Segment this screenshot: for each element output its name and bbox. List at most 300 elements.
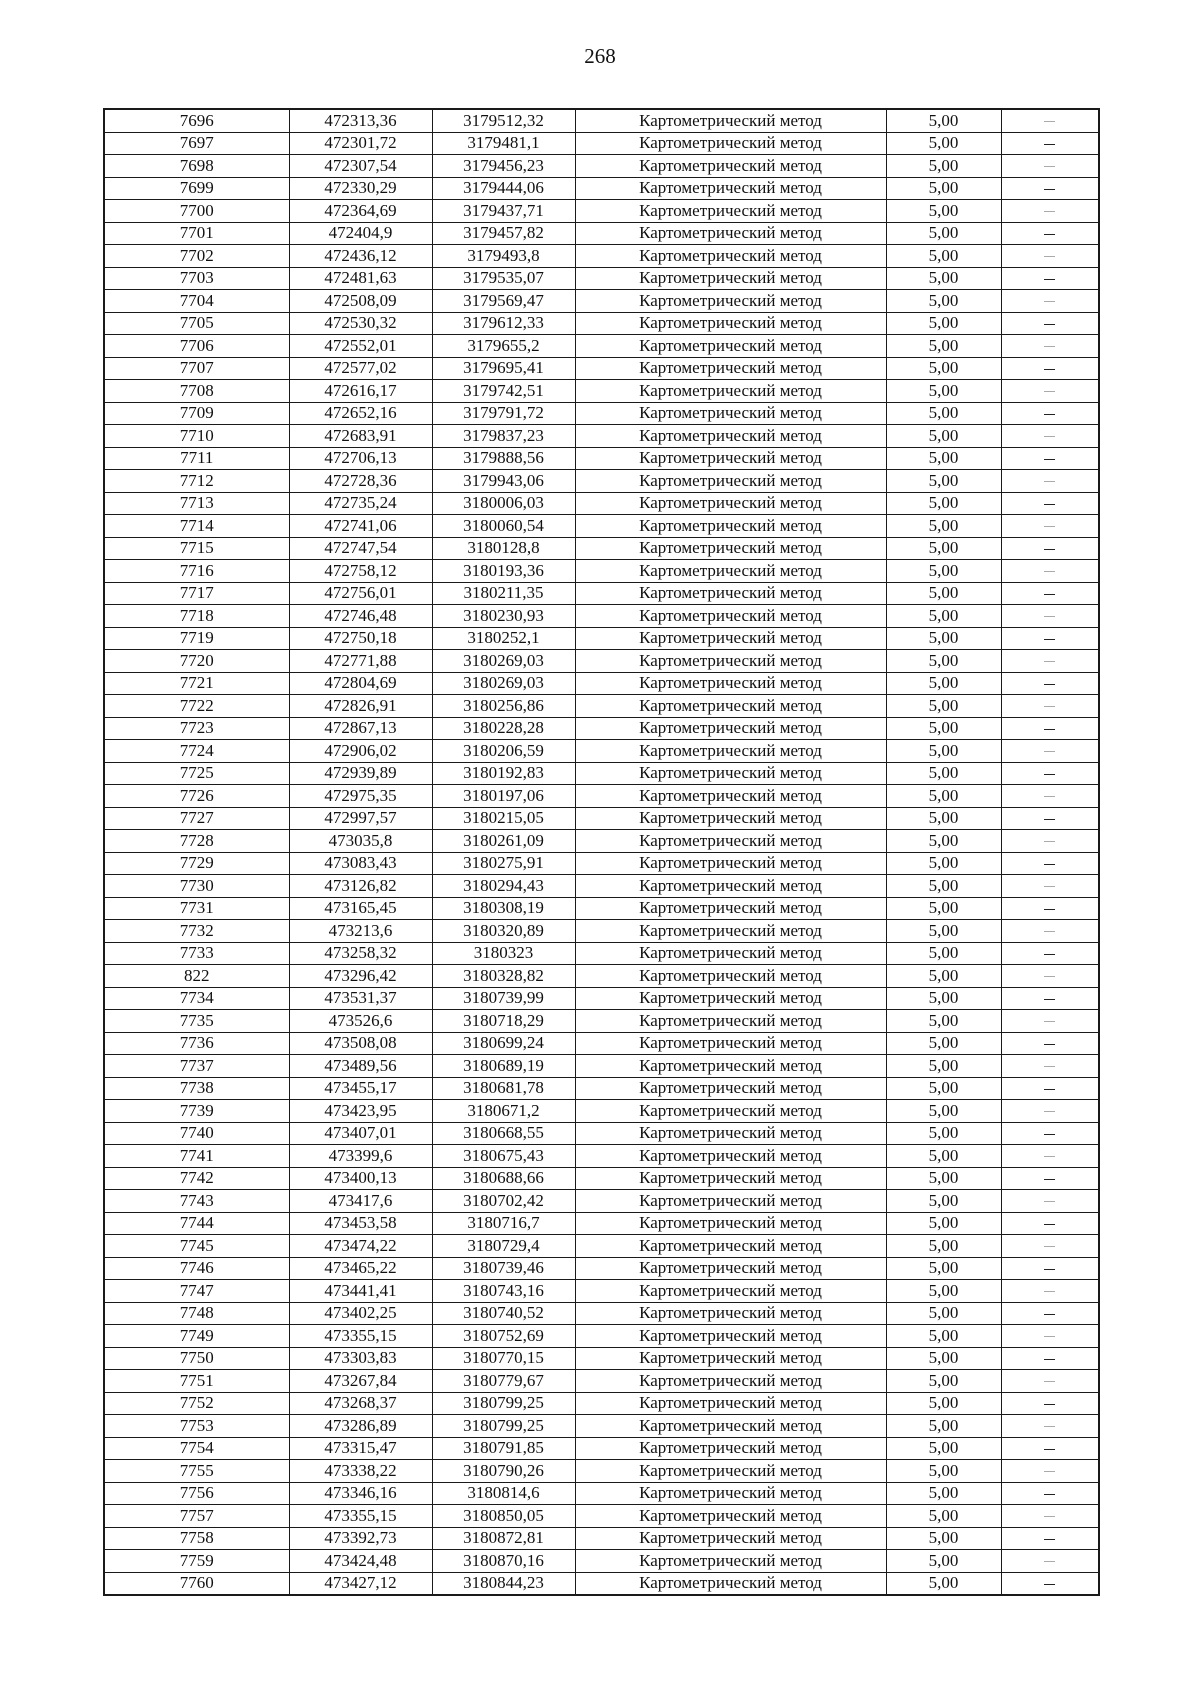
dash-mark [1044, 346, 1055, 347]
y-coordinate-cell: 3180770,15 [432, 1347, 575, 1370]
method-cell: Картометрический метод [575, 897, 886, 920]
table-row [104, 942, 1099, 965]
table-row [104, 1505, 1099, 1528]
description-cell [1001, 200, 1099, 223]
accuracy-cell: 5,00 [886, 222, 1001, 245]
description-cell [1001, 605, 1099, 628]
table-row [104, 245, 1099, 268]
method-cell: Картометрический метод [575, 402, 886, 425]
y-coordinate-cell: 3179655,2 [432, 335, 575, 358]
dash-mark [1044, 504, 1055, 506]
table-row [104, 740, 1099, 763]
x-coordinate-cell: 472735,24 [289, 492, 432, 515]
x-coordinate-cell: 473296,42 [289, 965, 432, 988]
accuracy-cell: 5,00 [886, 717, 1001, 740]
accuracy-cell: 5,00 [886, 335, 1001, 358]
description-cell [1001, 1055, 1099, 1078]
dash-mark [1044, 1561, 1055, 1562]
page-number: 268 [584, 44, 616, 68]
dash-mark [1044, 1246, 1055, 1247]
description-cell [1001, 1077, 1099, 1100]
x-coordinate-cell: 473303,83 [289, 1347, 432, 1370]
dash-mark [1044, 1584, 1055, 1586]
description-cell [1001, 290, 1099, 313]
table-row [104, 155, 1099, 178]
point-number-cell: 7716 [104, 560, 289, 583]
method-cell: Картометрический метод [575, 942, 886, 965]
table-row [104, 447, 1099, 470]
y-coordinate-cell: 3180729,4 [432, 1235, 575, 1258]
method-cell: Картометрический метод [575, 560, 886, 583]
point-number-cell: 7705 [104, 312, 289, 335]
dash-mark [1044, 931, 1055, 932]
accuracy-cell: 5,00 [886, 875, 1001, 898]
x-coordinate-cell: 473126,82 [289, 875, 432, 898]
accuracy-cell: 5,00 [886, 200, 1001, 223]
description-cell [1001, 627, 1099, 650]
x-coordinate-cell: 472750,18 [289, 627, 432, 650]
dash-mark [1044, 301, 1055, 302]
x-coordinate-cell: 473508,08 [289, 1032, 432, 1055]
table-row [104, 470, 1099, 493]
table-row [104, 1010, 1099, 1033]
description-cell [1001, 830, 1099, 853]
point-number-cell: 7753 [104, 1415, 289, 1438]
x-coordinate-cell: 472577,02 [289, 357, 432, 380]
method-cell: Картометрический метод [575, 920, 886, 943]
method-cell: Картометрический метод [575, 245, 886, 268]
x-coordinate-cell: 473417,6 [289, 1190, 432, 1213]
method-cell: Картометрический метод [575, 222, 886, 245]
x-coordinate-cell: 472997,57 [289, 807, 432, 830]
description-cell [1001, 1167, 1099, 1190]
y-coordinate-cell: 3180230,93 [432, 605, 575, 628]
table-row [104, 1415, 1099, 1438]
method-cell: Картометрический метод [575, 785, 886, 808]
method-cell: Картометрический метод [575, 1257, 886, 1280]
description-cell [1001, 1482, 1099, 1505]
y-coordinate-cell: 3180060,54 [432, 515, 575, 538]
description-cell [1001, 1392, 1099, 1415]
description-cell [1001, 875, 1099, 898]
dash-mark [1044, 774, 1055, 776]
description-cell [1001, 132, 1099, 155]
description-cell [1001, 717, 1099, 740]
point-number-cell: 822 [104, 965, 289, 988]
dash-mark [1044, 144, 1055, 146]
method-cell: Картометрический метод [575, 1302, 886, 1325]
description-cell [1001, 1100, 1099, 1123]
y-coordinate-cell: 3180294,43 [432, 875, 575, 898]
accuracy-cell: 5,00 [886, 380, 1001, 403]
dash-mark [1044, 864, 1055, 866]
x-coordinate-cell: 473338,22 [289, 1460, 432, 1483]
x-coordinate-cell: 473489,56 [289, 1055, 432, 1078]
description-cell [1001, 1325, 1099, 1348]
table-row [104, 785, 1099, 808]
x-coordinate-cell: 472508,09 [289, 290, 432, 313]
table-row [104, 1347, 1099, 1370]
method-cell: Картометрический метод [575, 1460, 886, 1483]
description-cell [1001, 177, 1099, 200]
point-number-cell: 7697 [104, 132, 289, 155]
point-number-cell: 7730 [104, 875, 289, 898]
accuracy-cell: 5,00 [886, 762, 1001, 785]
table-row [104, 1370, 1099, 1393]
accuracy-cell: 5,00 [886, 515, 1001, 538]
table-row [104, 672, 1099, 695]
y-coordinate-cell: 3180688,66 [432, 1167, 575, 1190]
method-cell: Картометрический метод [575, 1077, 886, 1100]
description-cell [1001, 1212, 1099, 1235]
y-coordinate-cell: 3179695,41 [432, 357, 575, 380]
point-number-cell: 7717 [104, 582, 289, 605]
description-cell [1001, 1190, 1099, 1213]
description-cell [1001, 267, 1099, 290]
method-cell: Картометрический метод [575, 672, 886, 695]
y-coordinate-cell: 3180870,16 [432, 1550, 575, 1573]
x-coordinate-cell: 472616,17 [289, 380, 432, 403]
description-cell [1001, 357, 1099, 380]
x-coordinate-cell: 473453,58 [289, 1212, 432, 1235]
dash-mark [1044, 1066, 1055, 1067]
dash-mark [1044, 976, 1055, 977]
y-coordinate-cell: 3180791,85 [432, 1437, 575, 1460]
accuracy-cell: 5,00 [886, 1415, 1001, 1438]
table-row [104, 1527, 1099, 1550]
x-coordinate-cell: 473400,13 [289, 1167, 432, 1190]
accuracy-cell: 5,00 [886, 290, 1001, 313]
x-coordinate-cell: 473083,43 [289, 852, 432, 875]
dash-mark [1044, 121, 1055, 122]
dash-mark [1044, 1336, 1055, 1337]
table-row [104, 1055, 1099, 1078]
dash-mark [1044, 796, 1055, 797]
description-cell [1001, 1527, 1099, 1550]
dash-mark [1044, 841, 1055, 842]
accuracy-cell: 5,00 [886, 245, 1001, 268]
table-row [104, 560, 1099, 583]
x-coordinate-cell: 473474,22 [289, 1235, 432, 1258]
description-cell [1001, 1460, 1099, 1483]
y-coordinate-cell: 3180206,59 [432, 740, 575, 763]
dash-mark [1044, 639, 1055, 641]
point-number-cell: 7701 [104, 222, 289, 245]
method-cell: Картометрический метод [575, 1505, 886, 1528]
method-cell: Картометрический метод [575, 312, 886, 335]
y-coordinate-cell: 3180689,19 [432, 1055, 575, 1078]
table-row [104, 1302, 1099, 1325]
table-row [104, 1145, 1099, 1168]
description-cell [1001, 1347, 1099, 1370]
description-cell [1001, 1505, 1099, 1528]
table-row [104, 1212, 1099, 1235]
accuracy-cell: 5,00 [886, 1482, 1001, 1505]
dash-mark [1044, 571, 1055, 572]
dash-mark [1044, 1471, 1055, 1472]
table-row [104, 1550, 1099, 1573]
method-cell: Картометрический метод [575, 1235, 886, 1258]
description-cell [1001, 312, 1099, 335]
x-coordinate-cell: 472436,12 [289, 245, 432, 268]
dash-mark [1044, 1201, 1055, 1202]
x-coordinate-cell: 472756,01 [289, 582, 432, 605]
x-coordinate-cell: 472652,16 [289, 402, 432, 425]
y-coordinate-cell: 3180256,86 [432, 695, 575, 718]
description-cell [1001, 1302, 1099, 1325]
x-coordinate-cell: 472552,01 [289, 335, 432, 358]
point-number-cell: 7699 [104, 177, 289, 200]
point-number-cell: 7744 [104, 1212, 289, 1235]
description-cell [1001, 650, 1099, 673]
y-coordinate-cell: 3179791,72 [432, 402, 575, 425]
description-cell [1001, 492, 1099, 515]
point-number-cell: 7750 [104, 1347, 289, 1370]
method-cell: Картометрический метод [575, 650, 886, 673]
table-row [104, 492, 1099, 515]
accuracy-cell: 5,00 [886, 1212, 1001, 1235]
x-coordinate-cell: 472728,36 [289, 470, 432, 493]
table-row [104, 1460, 1099, 1483]
dash-mark [1044, 459, 1055, 461]
point-number-cell: 7709 [104, 402, 289, 425]
x-coordinate-cell: 473392,73 [289, 1527, 432, 1550]
point-number-cell: 7731 [104, 897, 289, 920]
x-coordinate-cell: 473423,95 [289, 1100, 432, 1123]
y-coordinate-cell: 3180192,83 [432, 762, 575, 785]
method-cell: Картометрический метод [575, 109, 886, 132]
accuracy-cell: 5,00 [886, 1032, 1001, 1055]
point-number-cell: 7735 [104, 1010, 289, 1033]
point-number-cell: 7722 [104, 695, 289, 718]
description-cell [1001, 515, 1099, 538]
accuracy-cell: 5,00 [886, 1235, 1001, 1258]
description-cell [1001, 1032, 1099, 1055]
coordinates-table-body [104, 109, 1099, 1595]
table-row [104, 717, 1099, 740]
method-cell: Картометрический метод [575, 1010, 886, 1033]
point-number-cell: 7760 [104, 1572, 289, 1595]
table-row [104, 627, 1099, 650]
description-cell [1001, 335, 1099, 358]
point-number-cell: 7723 [104, 717, 289, 740]
point-number-cell: 7729 [104, 852, 289, 875]
accuracy-cell: 5,00 [886, 1347, 1001, 1370]
table-row [104, 695, 1099, 718]
y-coordinate-cell: 3180743,16 [432, 1280, 575, 1303]
method-cell: Картометрический метод [575, 200, 886, 223]
y-coordinate-cell: 3179481,1 [432, 132, 575, 155]
x-coordinate-cell: 473213,6 [289, 920, 432, 943]
x-coordinate-cell: 472530,32 [289, 312, 432, 335]
method-cell: Картометрический метод [575, 852, 886, 875]
method-cell: Картометрический метод [575, 537, 886, 560]
y-coordinate-cell: 3179742,51 [432, 380, 575, 403]
table-row [104, 1100, 1099, 1123]
dash-mark [1044, 1156, 1055, 1157]
table-row [104, 537, 1099, 560]
method-cell: Картометрический метод [575, 380, 886, 403]
y-coordinate-cell: 3180275,91 [432, 852, 575, 875]
description-cell [1001, 560, 1099, 583]
y-coordinate-cell: 3180739,46 [432, 1257, 575, 1280]
table-row [104, 335, 1099, 358]
y-coordinate-cell: 3180844,23 [432, 1572, 575, 1595]
description-cell [1001, 582, 1099, 605]
point-number-cell: 7740 [104, 1122, 289, 1145]
table-row [104, 1190, 1099, 1213]
x-coordinate-cell: 472906,02 [289, 740, 432, 763]
table-row [104, 1572, 1099, 1595]
y-coordinate-cell: 3180739,99 [432, 987, 575, 1010]
x-coordinate-cell: 472364,69 [289, 200, 432, 223]
method-cell: Картометрический метод [575, 447, 886, 470]
method-cell: Картометрический метод [575, 1527, 886, 1550]
x-coordinate-cell: 473355,15 [289, 1325, 432, 1348]
point-number-cell: 7738 [104, 1077, 289, 1100]
accuracy-cell: 5,00 [886, 402, 1001, 425]
table-row [104, 425, 1099, 448]
accuracy-cell: 5,00 [886, 1392, 1001, 1415]
dash-mark [1044, 526, 1055, 527]
dash-mark [1044, 1044, 1055, 1046]
point-number-cell: 7741 [104, 1145, 289, 1168]
y-coordinate-cell: 3179943,06 [432, 470, 575, 493]
x-coordinate-cell: 473355,15 [289, 1505, 432, 1528]
description-cell [1001, 672, 1099, 695]
x-coordinate-cell: 473165,45 [289, 897, 432, 920]
method-cell: Картометрический метод [575, 1055, 886, 1078]
accuracy-cell: 5,00 [886, 1145, 1001, 1168]
dash-mark [1044, 391, 1055, 392]
x-coordinate-cell: 472404,9 [289, 222, 432, 245]
dash-mark [1044, 1426, 1055, 1427]
method-cell: Картометрический метод [575, 1415, 886, 1438]
point-number-cell: 7752 [104, 1392, 289, 1415]
point-number-cell: 7710 [104, 425, 289, 448]
table-row [104, 177, 1099, 200]
table-row [104, 830, 1099, 853]
point-number-cell: 7756 [104, 1482, 289, 1505]
description-cell [1001, 1550, 1099, 1573]
accuracy-cell: 5,00 [886, 1572, 1001, 1595]
dash-mark [1044, 1269, 1055, 1271]
method-cell: Картометрический метод [575, 470, 886, 493]
point-number-cell: 7703 [104, 267, 289, 290]
description-cell [1001, 695, 1099, 718]
accuracy-cell: 5,00 [886, 1167, 1001, 1190]
y-coordinate-cell: 3180872,81 [432, 1527, 575, 1550]
table-row [104, 1257, 1099, 1280]
description-cell [1001, 987, 1099, 1010]
point-number-cell: 7743 [104, 1190, 289, 1213]
x-coordinate-cell: 473531,37 [289, 987, 432, 1010]
point-number-cell: 7727 [104, 807, 289, 830]
point-number-cell: 7733 [104, 942, 289, 965]
accuracy-cell: 5,00 [886, 1550, 1001, 1573]
x-coordinate-cell: 473035,8 [289, 830, 432, 853]
point-number-cell: 7726 [104, 785, 289, 808]
dash-mark [1044, 706, 1055, 707]
accuracy-cell: 5,00 [886, 1302, 1001, 1325]
y-coordinate-cell: 3180193,36 [432, 560, 575, 583]
dash-mark [1044, 1224, 1055, 1226]
y-coordinate-cell: 3180211,35 [432, 582, 575, 605]
description-cell [1001, 380, 1099, 403]
description-cell [1001, 1010, 1099, 1033]
point-number-cell: 7713 [104, 492, 289, 515]
y-coordinate-cell: 3180128,8 [432, 537, 575, 560]
point-number-cell: 7748 [104, 1302, 289, 1325]
accuracy-cell: 5,00 [886, 1010, 1001, 1033]
x-coordinate-cell: 473258,32 [289, 942, 432, 965]
method-cell: Картометрический метод [575, 1032, 886, 1055]
dash-mark [1044, 909, 1055, 911]
y-coordinate-cell: 3179437,71 [432, 200, 575, 223]
accuracy-cell: 5,00 [886, 109, 1001, 132]
y-coordinate-cell: 3180252,1 [432, 627, 575, 650]
description-cell [1001, 762, 1099, 785]
dash-mark [1044, 189, 1055, 191]
table-row [104, 109, 1099, 132]
table-row [104, 357, 1099, 380]
table-row [104, 1122, 1099, 1145]
accuracy-cell: 5,00 [886, 942, 1001, 965]
x-coordinate-cell: 473268,37 [289, 1392, 432, 1415]
table-row [104, 1392, 1099, 1415]
table-row [104, 312, 1099, 335]
accuracy-cell: 5,00 [886, 1100, 1001, 1123]
accuracy-cell: 5,00 [886, 537, 1001, 560]
description-cell [1001, 109, 1099, 132]
method-cell: Картометрический метод [575, 762, 886, 785]
y-coordinate-cell: 3179444,06 [432, 177, 575, 200]
point-number-cell: 7759 [104, 1550, 289, 1573]
method-cell: Картометрический метод [575, 357, 886, 380]
x-coordinate-cell: 472706,13 [289, 447, 432, 470]
method-cell: Картометрический метод [575, 965, 886, 988]
x-coordinate-cell: 472771,88 [289, 650, 432, 673]
x-coordinate-cell: 472758,12 [289, 560, 432, 583]
description-cell [1001, 402, 1099, 425]
y-coordinate-cell: 3180681,78 [432, 1077, 575, 1100]
y-coordinate-cell: 3179569,47 [432, 290, 575, 313]
y-coordinate-cell: 3180668,55 [432, 1122, 575, 1145]
dash-mark [1044, 549, 1055, 551]
dash-mark [1044, 369, 1055, 371]
x-coordinate-cell: 472939,89 [289, 762, 432, 785]
accuracy-cell: 5,00 [886, 1437, 1001, 1460]
x-coordinate-cell: 473286,89 [289, 1415, 432, 1438]
description-cell [1001, 740, 1099, 763]
point-number-cell: 7721 [104, 672, 289, 695]
description-cell [1001, 425, 1099, 448]
method-cell: Картометрический метод [575, 267, 886, 290]
point-number-cell: 7739 [104, 1100, 289, 1123]
method-cell: Картометрический метод [575, 1437, 886, 1460]
method-cell: Картометрический метод [575, 132, 886, 155]
method-cell: Картометрический метод [575, 627, 886, 650]
accuracy-cell: 5,00 [886, 1055, 1001, 1078]
method-cell: Картометрический метод [575, 492, 886, 515]
y-coordinate-cell: 3179535,07 [432, 267, 575, 290]
dash-mark [1044, 594, 1055, 596]
accuracy-cell: 5,00 [886, 1325, 1001, 1348]
accuracy-cell: 5,00 [886, 897, 1001, 920]
description-cell [1001, 897, 1099, 920]
accuracy-cell: 5,00 [886, 267, 1001, 290]
description-cell [1001, 1370, 1099, 1393]
